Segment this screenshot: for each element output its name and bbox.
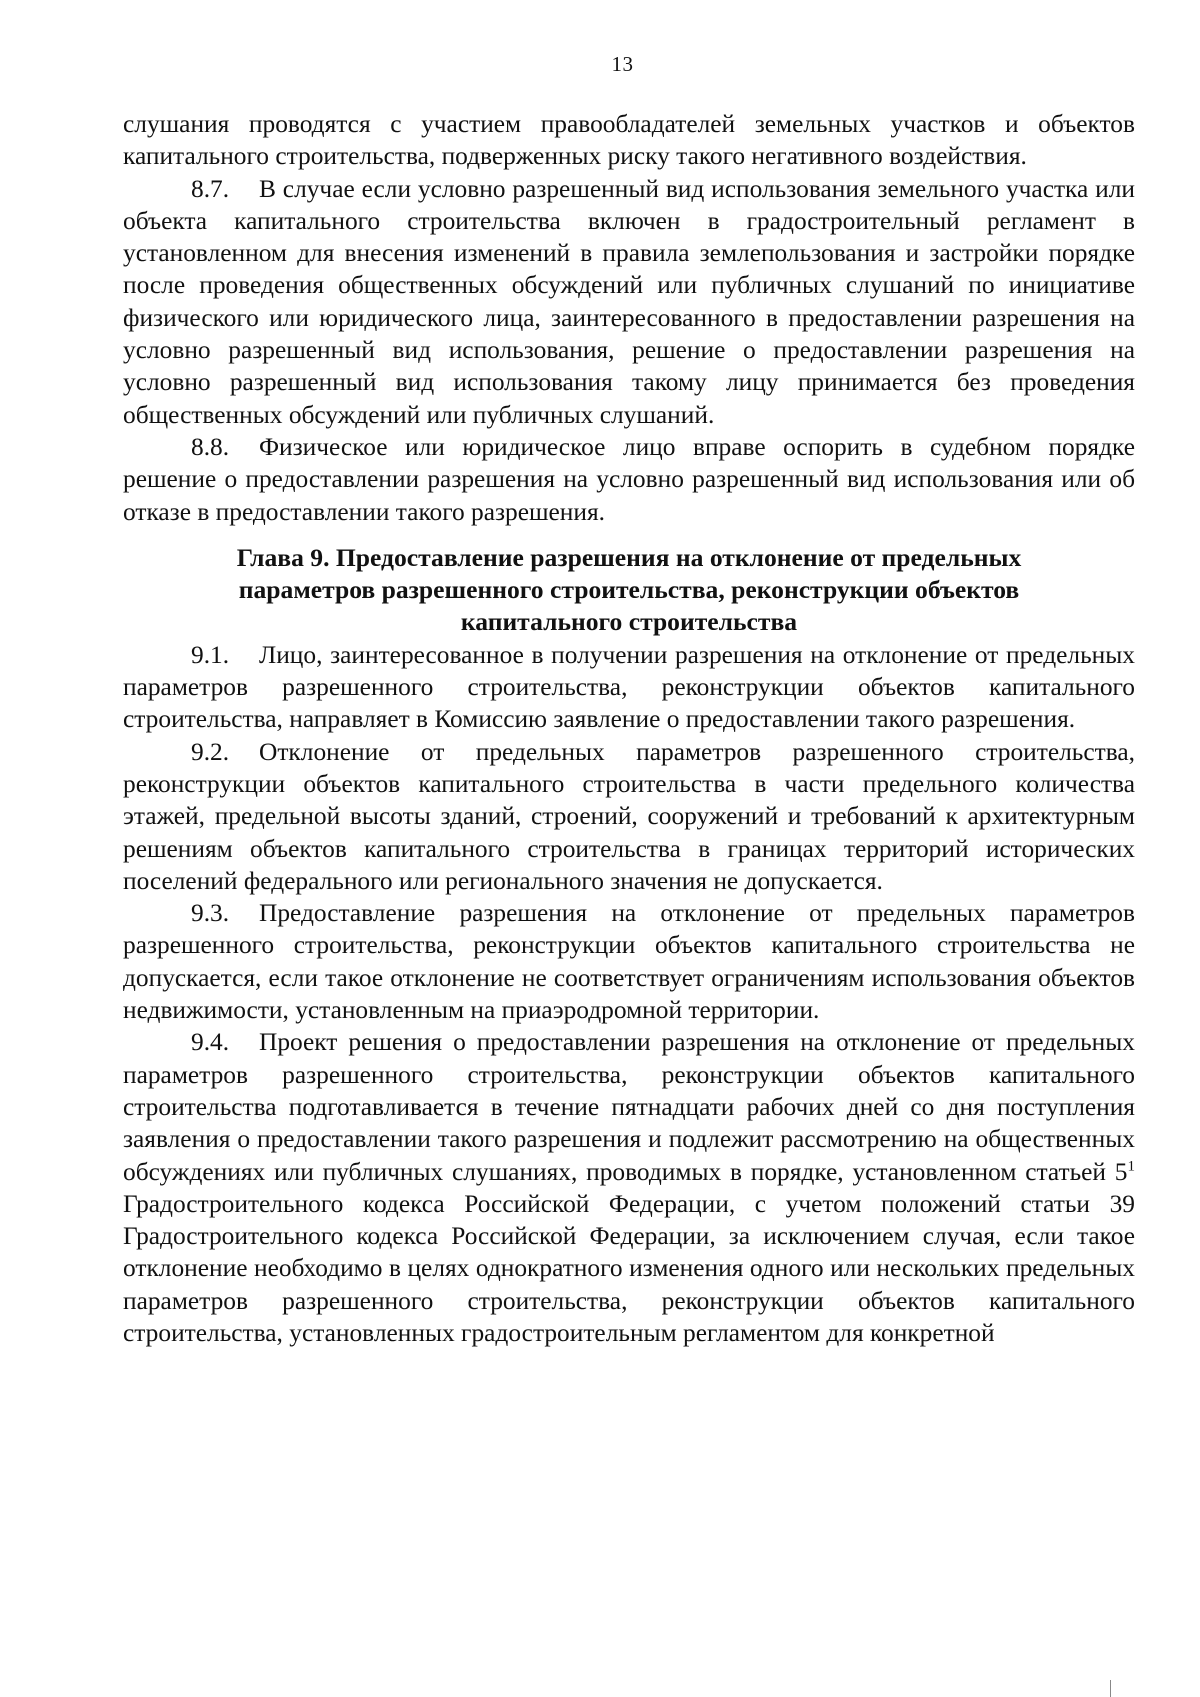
chapter-heading [123,542,1135,639]
paragraph-text: В случае если условно разрешенный вид использования земельного участка или объекта капитального строительства включен в градостроительный регламент в установленном для внесения изменений в правила землепользования и застройки порядке после проведения общественных обсуждений или публичных слушаний по инициативе физического или юридического лица, заинтересованного в предоставлении разрешения на условно разрешенный вид использования, решение о предоставлении разрешения на условно разрешенный вид использования такому лицу принимается без проведения общественных обсуждений или публичных слушаний. [123,174,1135,429]
paragraph-9-2 [123,736,1135,897]
paragraph-9-4 [123,1026,1135,1349]
paragraph-number: 9.2. [191,737,230,766]
paragraph-number: 9.1. [191,640,230,669]
chapter-heading-line: капитального строительства [460,607,798,637]
scan-margin-mark [1110,1680,1111,1697]
paragraph-8-7 [123,173,1135,431]
document-body [123,108,1135,1349]
paragraph-text: Градостроительного кодекса Российской Федерации, с учетом положений статьи 39 Градостроительного кодекса Российской Федерации, за исключением случая, если такое отклонение необходимо в целях однократного изменения одного или нескольких предельных параметров разрешенного строительства, реконструкции объектов капитального строительства, установленных градостроительным регламентом для конкретной [123,1189,1135,1347]
paragraph-text: Проект решения о предоставлении разрешения на отклонение от предельных параметров разрешенного строительства, реконструкции объектов капитального строительства подготавливается в течение пятнадцати рабочих дней со дня поступления заявления о предоставлении такого разрешения и подлежит рассмотрению на общественных обсуждениях или публичных слушаниях, проводимых в порядке, установленном статьей 5 [123,1028,1135,1186]
paragraph-8-8 [123,431,1135,528]
paragraph-text: Лицо, заинтересованное в получении разрешения на отклонение от предельных параметров разрешенного строительства, реконструкции объектов капитального строительства, направляет в Комиссию заявление о предоставлении такого разрешения. [123,640,1135,734]
paragraph-text: слушания проводятся с участием правообладателей земельных участков и объектов капитального строительства, подверженных риску такого негативного воздействия. [123,110,1135,171]
chapter-heading-line: Глава 9. Предоставление разрешения на отклонение от предельных [236,542,1022,572]
paragraph-9-3 [123,897,1135,1026]
paragraph-text: Отклонение от предельных параметров разрешенного строительства, реконструкции объектов капитального строительства в части предельного количества этажей, предельной высоты зданий, строений, сооружений и требований к архитектурным решениям объектов капитального строительства в границах территорий исторических поселений федерального или регионального значения не допускается. [123,737,1135,895]
paragraph-number: 9.3. [191,899,230,928]
paragraph-continuation [123,108,1135,173]
paragraph-text: Предоставление разрешения на отклонение от предельных параметров разрешенного строительства, реконструкции объектов капитального строительства не допускается, если такое отклонение не соответствует ограничениям использования объектов недвижимости, установленным на приаэродромной территории. [123,899,1135,1025]
chapter-heading-line: параметров разрешенного строительства, реконструкции объектов [238,575,1020,605]
paragraph-number: 8.7. [191,174,230,203]
page-number: 13 [611,52,634,76]
paragraph-number: 9.4. [191,1028,230,1057]
superscript-index: 1 [1127,1158,1135,1175]
paragraph-text: Физическое или юридическое лицо вправе оспорить в судебном порядке решение о предоставлении разрешения на условно разрешенный вид использования или об отказе в предоставлении такого разрешения. [123,432,1135,526]
paragraph-9-1 [123,639,1135,736]
paragraph-number: 8.8. [191,432,230,461]
